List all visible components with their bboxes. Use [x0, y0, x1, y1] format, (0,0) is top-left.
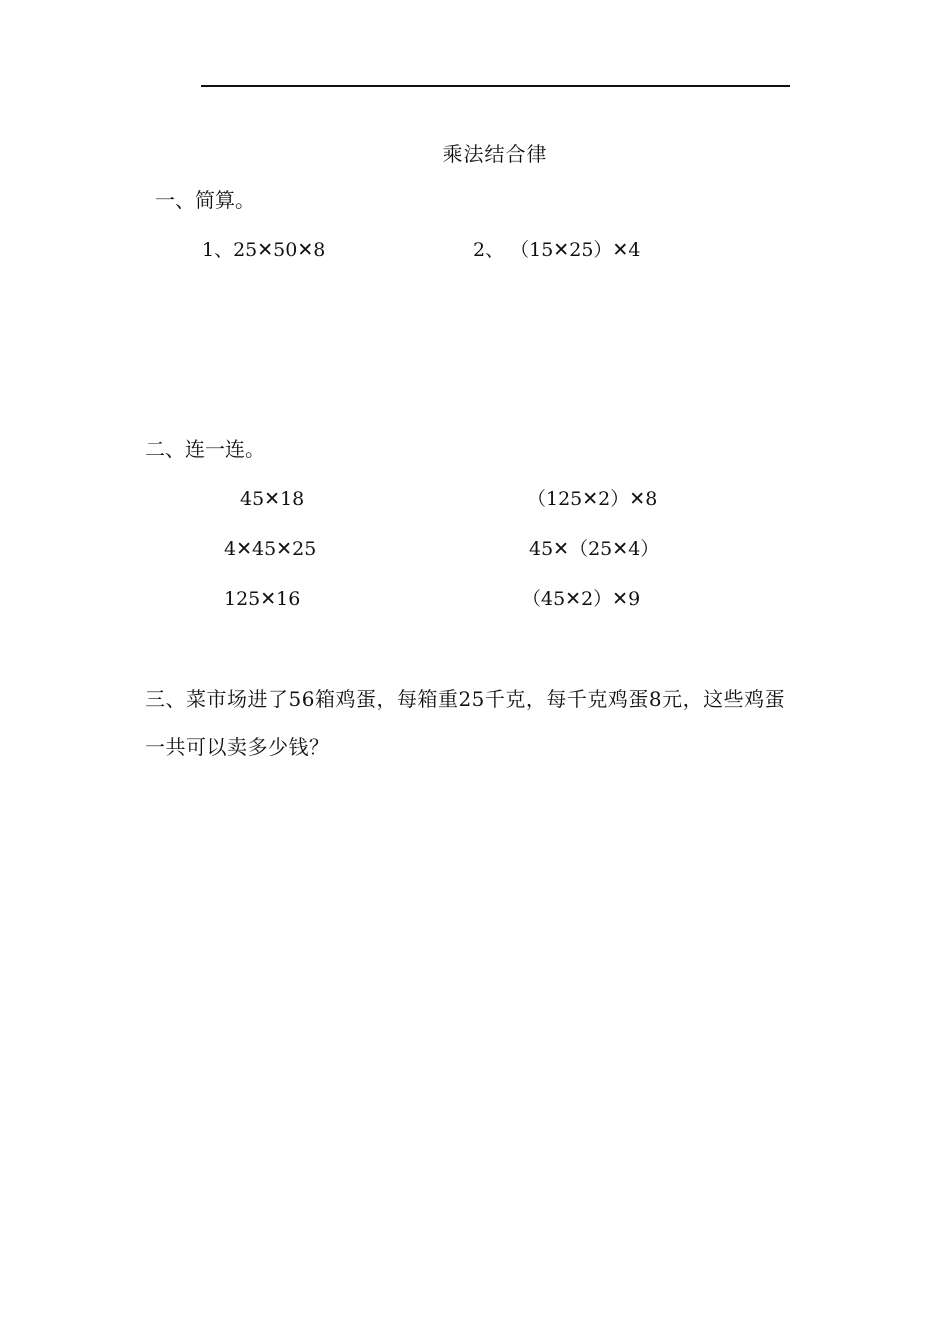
header-rule — [201, 85, 790, 87]
section2-heading: 二、连一连。 — [145, 437, 265, 461]
match-right-2: 45✕（25✕4） — [529, 538, 660, 560]
problem-2: 2、 （15✕25）✕4 — [473, 239, 641, 261]
word-problem: 三、菜市场进了56箱鸡蛋，每箱重25千克，每千克鸡蛋8元，这些鸡蛋一共可以卖多少钱？ — [145, 687, 786, 759]
match-left-1: 45✕18 — [240, 488, 305, 510]
match-left-2: 4✕45✕25 — [224, 538, 317, 560]
page-title: 乘法结合律 — [442, 142, 548, 166]
match-left-3: 125✕16 — [224, 588, 301, 610]
section1-heading: 一、简算。 — [155, 188, 255, 212]
match-right-1: （125✕2）✕8 — [527, 488, 658, 510]
problem-1: 1、25✕50✕8 — [202, 239, 326, 261]
match-right-3: （45✕2）✕9 — [522, 588, 641, 610]
